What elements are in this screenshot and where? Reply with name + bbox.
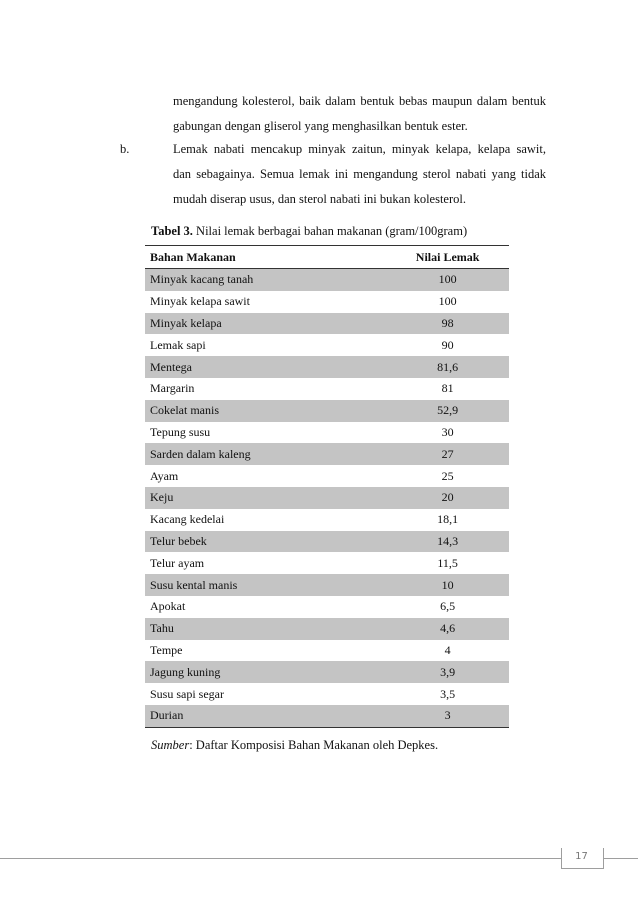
table-row <box>145 618 509 640</box>
fat-value-cell: 4,6 <box>291 618 509 640</box>
fat-value-cell: 25 <box>441 468 454 483</box>
table-row <box>145 705 509 727</box>
food-name-cell: Mentega <box>145 356 291 378</box>
table-row <box>145 683 509 705</box>
source-label: Sumber <box>151 738 190 752</box>
fat-content-table <box>145 245 509 728</box>
table-row <box>145 640 509 662</box>
table-row <box>145 313 509 335</box>
fat-value-cell: 90 <box>441 337 454 352</box>
fat-value-cell: 3,9 <box>291 661 509 683</box>
table-row <box>145 661 509 683</box>
table-row <box>145 378 509 400</box>
table-row <box>145 487 509 509</box>
fat-value-cell: 3,5 <box>440 686 456 701</box>
table-row <box>145 269 509 291</box>
food-name-cell: Margarin <box>150 381 195 396</box>
fat-value-cell: 100 <box>291 269 509 291</box>
list-item-b <box>120 137 546 212</box>
table-caption <box>151 224 467 239</box>
fat-value-cell: 10 <box>291 574 509 596</box>
food-name-cell: Minyak kelapa <box>145 313 291 335</box>
fat-value-cell: 14,3 <box>291 531 509 553</box>
column-header-food: Bahan Makanan <box>145 246 291 269</box>
table-source <box>151 738 438 753</box>
paragraph-line: dan sebagainya. Semua lemak ini mengandung sterol nabati yang tidak <box>173 167 546 181</box>
fat-value-cell: 11,5 <box>437 555 458 570</box>
paragraph-line: gabungan dengan gliserol yang menghasilkan bentuk ester. <box>173 119 468 133</box>
page-number: 17 <box>575 851 588 862</box>
paragraph-line: mudah diserap usus, dan sterol nabati ini bukan kolesterol. <box>173 192 466 206</box>
fat-value-cell: 27 <box>291 443 509 465</box>
table-caption-text: Nilai lemak berbagai bahan makanan (gram/100gram) <box>196 224 468 238</box>
fat-value-cell: 20 <box>291 487 509 509</box>
food-name-cell: Tepung susu <box>150 424 211 439</box>
table-row <box>145 400 509 422</box>
table-row <box>145 596 509 618</box>
food-name-cell: Sarden dalam kaleng <box>145 443 291 465</box>
table-row <box>145 356 509 378</box>
fat-value-cell: 4 <box>444 642 451 657</box>
fat-value-cell: 18,1 <box>437 512 459 527</box>
fat-value-cell: 81 <box>441 381 454 396</box>
paragraph-continuation <box>173 89 546 139</box>
food-name-cell: Lemak sapi <box>150 337 206 352</box>
food-name-cell: Jagung kuning <box>145 661 291 683</box>
food-name-cell: Ayam <box>150 468 179 483</box>
paragraph-line: Lemak nabati mencakup minyak zaitun, minyak kelapa, kelapa sawit, <box>173 142 546 156</box>
table-row <box>145 443 509 465</box>
food-name-cell: Telur bebek <box>145 531 291 553</box>
food-name-cell: Minyak kelapa sawit <box>150 294 250 309</box>
fat-value-cell: 3 <box>291 705 509 727</box>
food-name-cell: Durian <box>145 705 291 727</box>
food-name-cell: Telur ayam <box>150 555 205 570</box>
table-row <box>145 334 509 356</box>
column-header-fat-value: Nilai Lemak <box>291 246 509 269</box>
food-name-cell: Keju <box>145 487 291 509</box>
table-row <box>145 465 509 487</box>
food-name-cell: Tempe <box>150 642 183 657</box>
table-row <box>145 574 509 596</box>
food-name-cell: Apokat <box>150 599 186 614</box>
paragraph-line: mengandung kolesterol, baik dalam bentuk bebas maupun dalam bentuk <box>173 94 546 108</box>
fat-value-cell: 100 <box>438 294 457 309</box>
food-name-cell: Susu sapi segar <box>150 686 224 701</box>
footer-rule <box>0 858 638 859</box>
table-row <box>145 531 509 553</box>
food-name-cell: Tahu <box>145 618 291 640</box>
fat-value-cell: 6,5 <box>440 599 456 614</box>
fat-value-cell: 52,9 <box>291 400 509 422</box>
food-name-cell: Susu kental manis <box>145 574 291 596</box>
fat-value-cell: 81,6 <box>291 356 509 378</box>
fat-value-cell: 98 <box>291 313 509 335</box>
food-name-cell: Kacang kedelai <box>150 512 225 527</box>
list-marker: b. <box>120 142 130 156</box>
table-caption-label: Tabel 3. <box>151 224 193 238</box>
table-row <box>145 422 509 444</box>
food-name-cell: Cokelat manis <box>145 400 291 422</box>
table-row <box>145 552 509 574</box>
table-header-row <box>145 246 509 269</box>
table-row <box>145 291 509 313</box>
table-row <box>145 509 509 531</box>
source-text: : Daftar Komposisi Bahan Makanan oleh Depkes. <box>189 738 439 752</box>
fat-value-cell: 30 <box>441 424 454 439</box>
food-name-cell: Minyak kacang tanah <box>145 269 291 291</box>
